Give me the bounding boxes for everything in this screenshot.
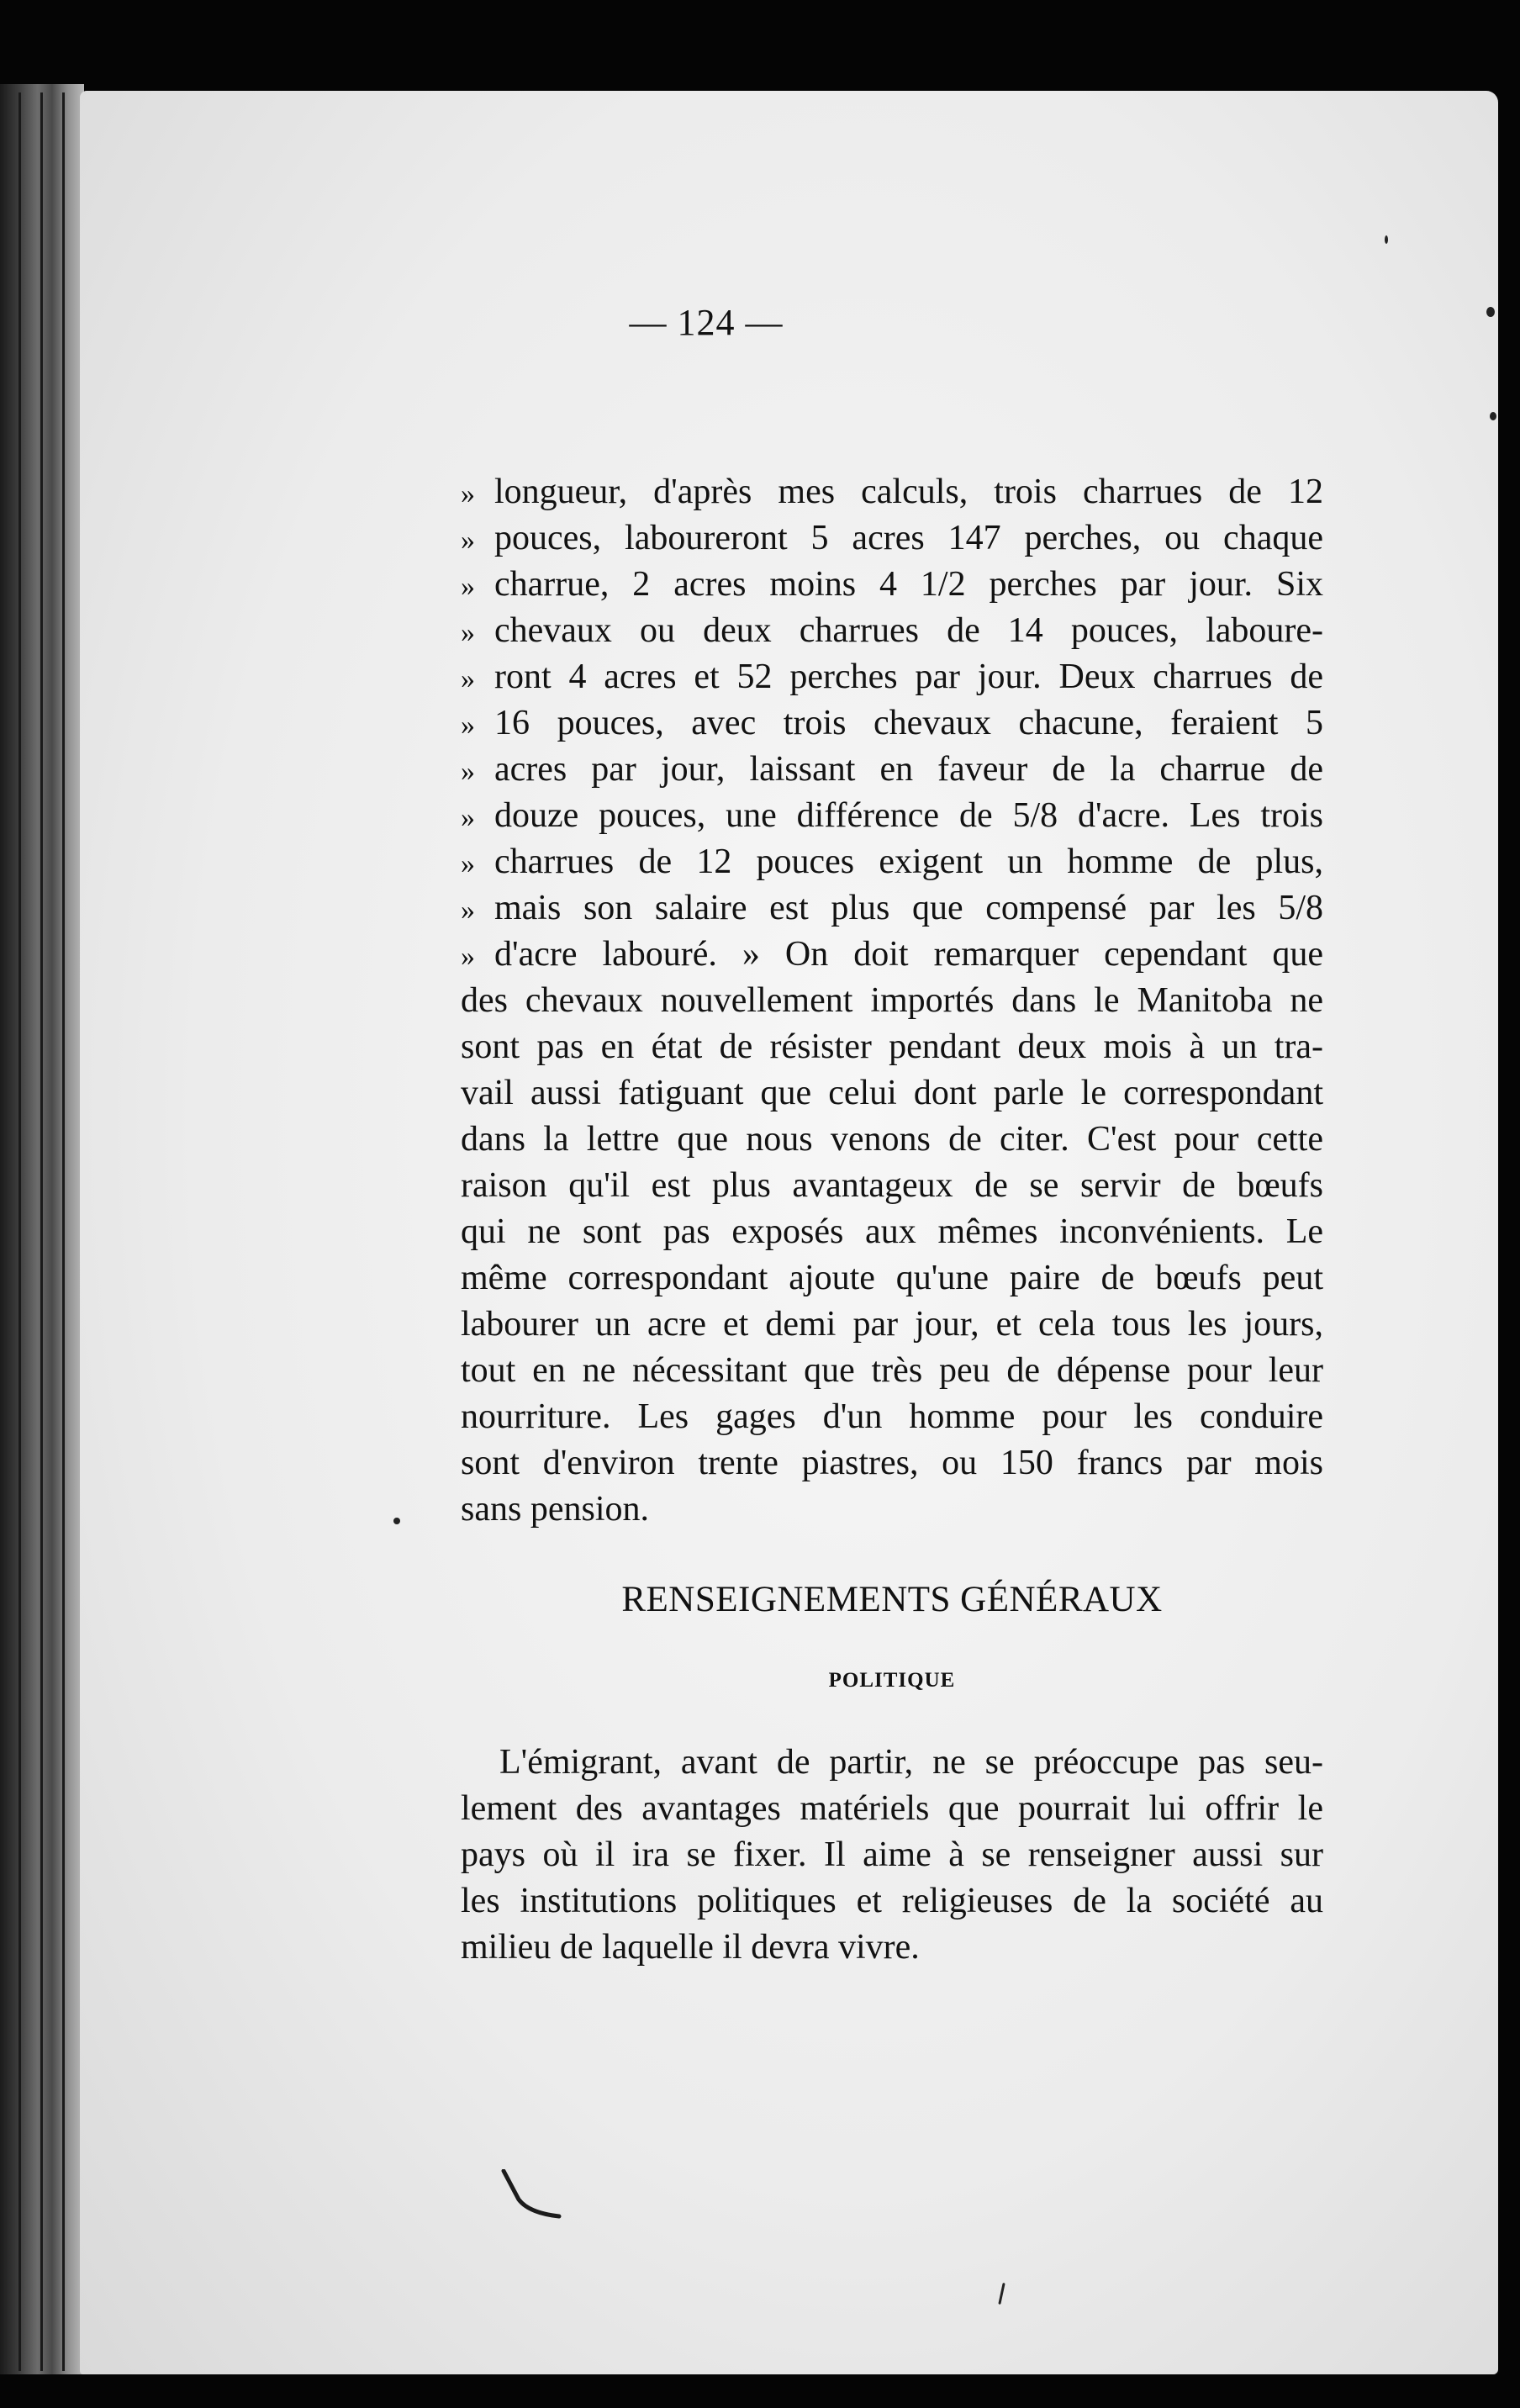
quoted-line (461, 747, 1323, 793)
section-heading: RENSEIGNEMENTS GÉNÉRAUX (621, 1580, 1163, 1619)
quoted-passage (461, 469, 1323, 978)
guillemet-mark: » (461, 941, 475, 972)
body-line: tout en ne nécessitant que très peu de dépense pour leur (461, 1351, 1323, 1390)
guillemet-mark: » (461, 802, 475, 833)
paragraph-line: les institutions politiques et religieuses de la société au (461, 1882, 1323, 1920)
body-line: sont pas en état de résister pendant deux mois à un tra- (461, 1027, 1323, 1066)
body-line: vail aussi fatiguant que celui dont parle le correspondant (461, 1074, 1323, 1112)
ink-speck (1490, 412, 1496, 420)
quoted-line-text: chevaux ou deux charrues de 14 pouces, laboure- (494, 611, 1323, 650)
quoted-line-text: douze pouces, une différence de 5/8 d'acre. Les trois (494, 796, 1323, 835)
scan-border-right (1498, 0, 1520, 2408)
quoted-line (461, 700, 1323, 747)
paragraph-line: milieu de laquelle il devra vivre. (461, 1928, 920, 1967)
quoted-line-text: 16 pouces, avec trois chevaux chacune, feraient 5 (494, 704, 1323, 742)
body-line: labourer un acre et demi par jour, et cela tous les jours, (461, 1305, 1323, 1344)
quoted-line (461, 562, 1323, 608)
quoted-line (461, 793, 1323, 839)
guillemet-mark: » (461, 571, 475, 602)
page-number: — 124 — (629, 302, 784, 343)
quoted-line (461, 608, 1323, 654)
spine-edge-line (18, 92, 21, 2371)
guillemet-mark: » (461, 710, 475, 741)
quoted-line-text: acres par jour, laissant en faveur de la charrue de (494, 750, 1323, 789)
ink-speck (1486, 307, 1495, 317)
quoted-line (461, 932, 1323, 978)
quoted-line-text: pouces, laboureront 5 acres 147 perches, ou chaque (494, 519, 1323, 557)
guillemet-mark: » (461, 617, 475, 648)
paragraph-line: pays où il ira se fixer. Il aime à se renseigner aussi sur (461, 1835, 1323, 1874)
body-paragraph (461, 978, 1323, 1533)
body-line: dans la lettre que nous venons de citer. C'est pour cette (461, 1120, 1323, 1159)
subsection-heading: POLITIQUE (828, 1669, 956, 1692)
guillemet-mark: » (461, 525, 475, 556)
guillemet-mark: » (461, 478, 475, 510)
guillemet-mark: » (461, 895, 475, 926)
guillemet-mark: » (461, 756, 475, 787)
quoted-line (461, 839, 1323, 885)
quoted-line (461, 515, 1323, 562)
spine-edge-line (40, 92, 43, 2371)
guillemet-mark: » (461, 848, 475, 879)
quoted-line-text: ront 4 acres et 52 perches par jour. Deux charrues de (494, 657, 1323, 696)
body-line: même correspondant ajoute qu'une paire de bœufs peut (461, 1259, 1323, 1297)
guillemet-mark: » (461, 663, 475, 694)
body-line: des chevaux nouvellement importés dans le Manitoba ne (461, 981, 1323, 1020)
body-line: raison qu'il est plus avantageux de se servir de bœufs (461, 1166, 1323, 1205)
quoted-line-text: d'acre labouré. » On doit remarquer cependant que (494, 935, 1323, 974)
section-paragraph (461, 1740, 1323, 1971)
body-line: nourriture. Les gages d'un homme pour les conduire (461, 1397, 1323, 1436)
body-line: sont d'environ trente piastres, ou 150 francs par mois (461, 1444, 1323, 1482)
scan-border-top (0, 0, 1520, 99)
paragraph-line: L'émigrant, avant de partir, ne se préoccupe pas seu- (499, 1743, 1323, 1782)
quoted-line-text: longueur, d'après mes calculs, trois charrues de 12 (494, 473, 1323, 511)
quoted-line-text: charrue, 2 acres moins 4 1/2 perches par jour. Six (494, 565, 1323, 604)
quoted-line-text: mais son salaire est plus que compensé par les 5/8 (494, 889, 1323, 927)
paragraph-line: lement des avantages matériels que pourrait lui offrir le (461, 1789, 1323, 1828)
pen-mark (500, 2169, 567, 2220)
ink-speck (393, 1518, 400, 1524)
quoted-line (461, 654, 1323, 700)
quoted-line (461, 469, 1323, 515)
quoted-line-text: charrues de 12 pouces exigent un homme de plus, (494, 842, 1323, 881)
body-line: qui ne sont pas exposés aux mêmes inconvénients. Le (461, 1212, 1323, 1251)
quoted-line (461, 885, 1323, 932)
ink-speck (1385, 235, 1388, 244)
body-line: sans pension. (461, 1490, 649, 1529)
scan-border-bottom (0, 2374, 1520, 2408)
spine-edge-line (62, 92, 65, 2371)
